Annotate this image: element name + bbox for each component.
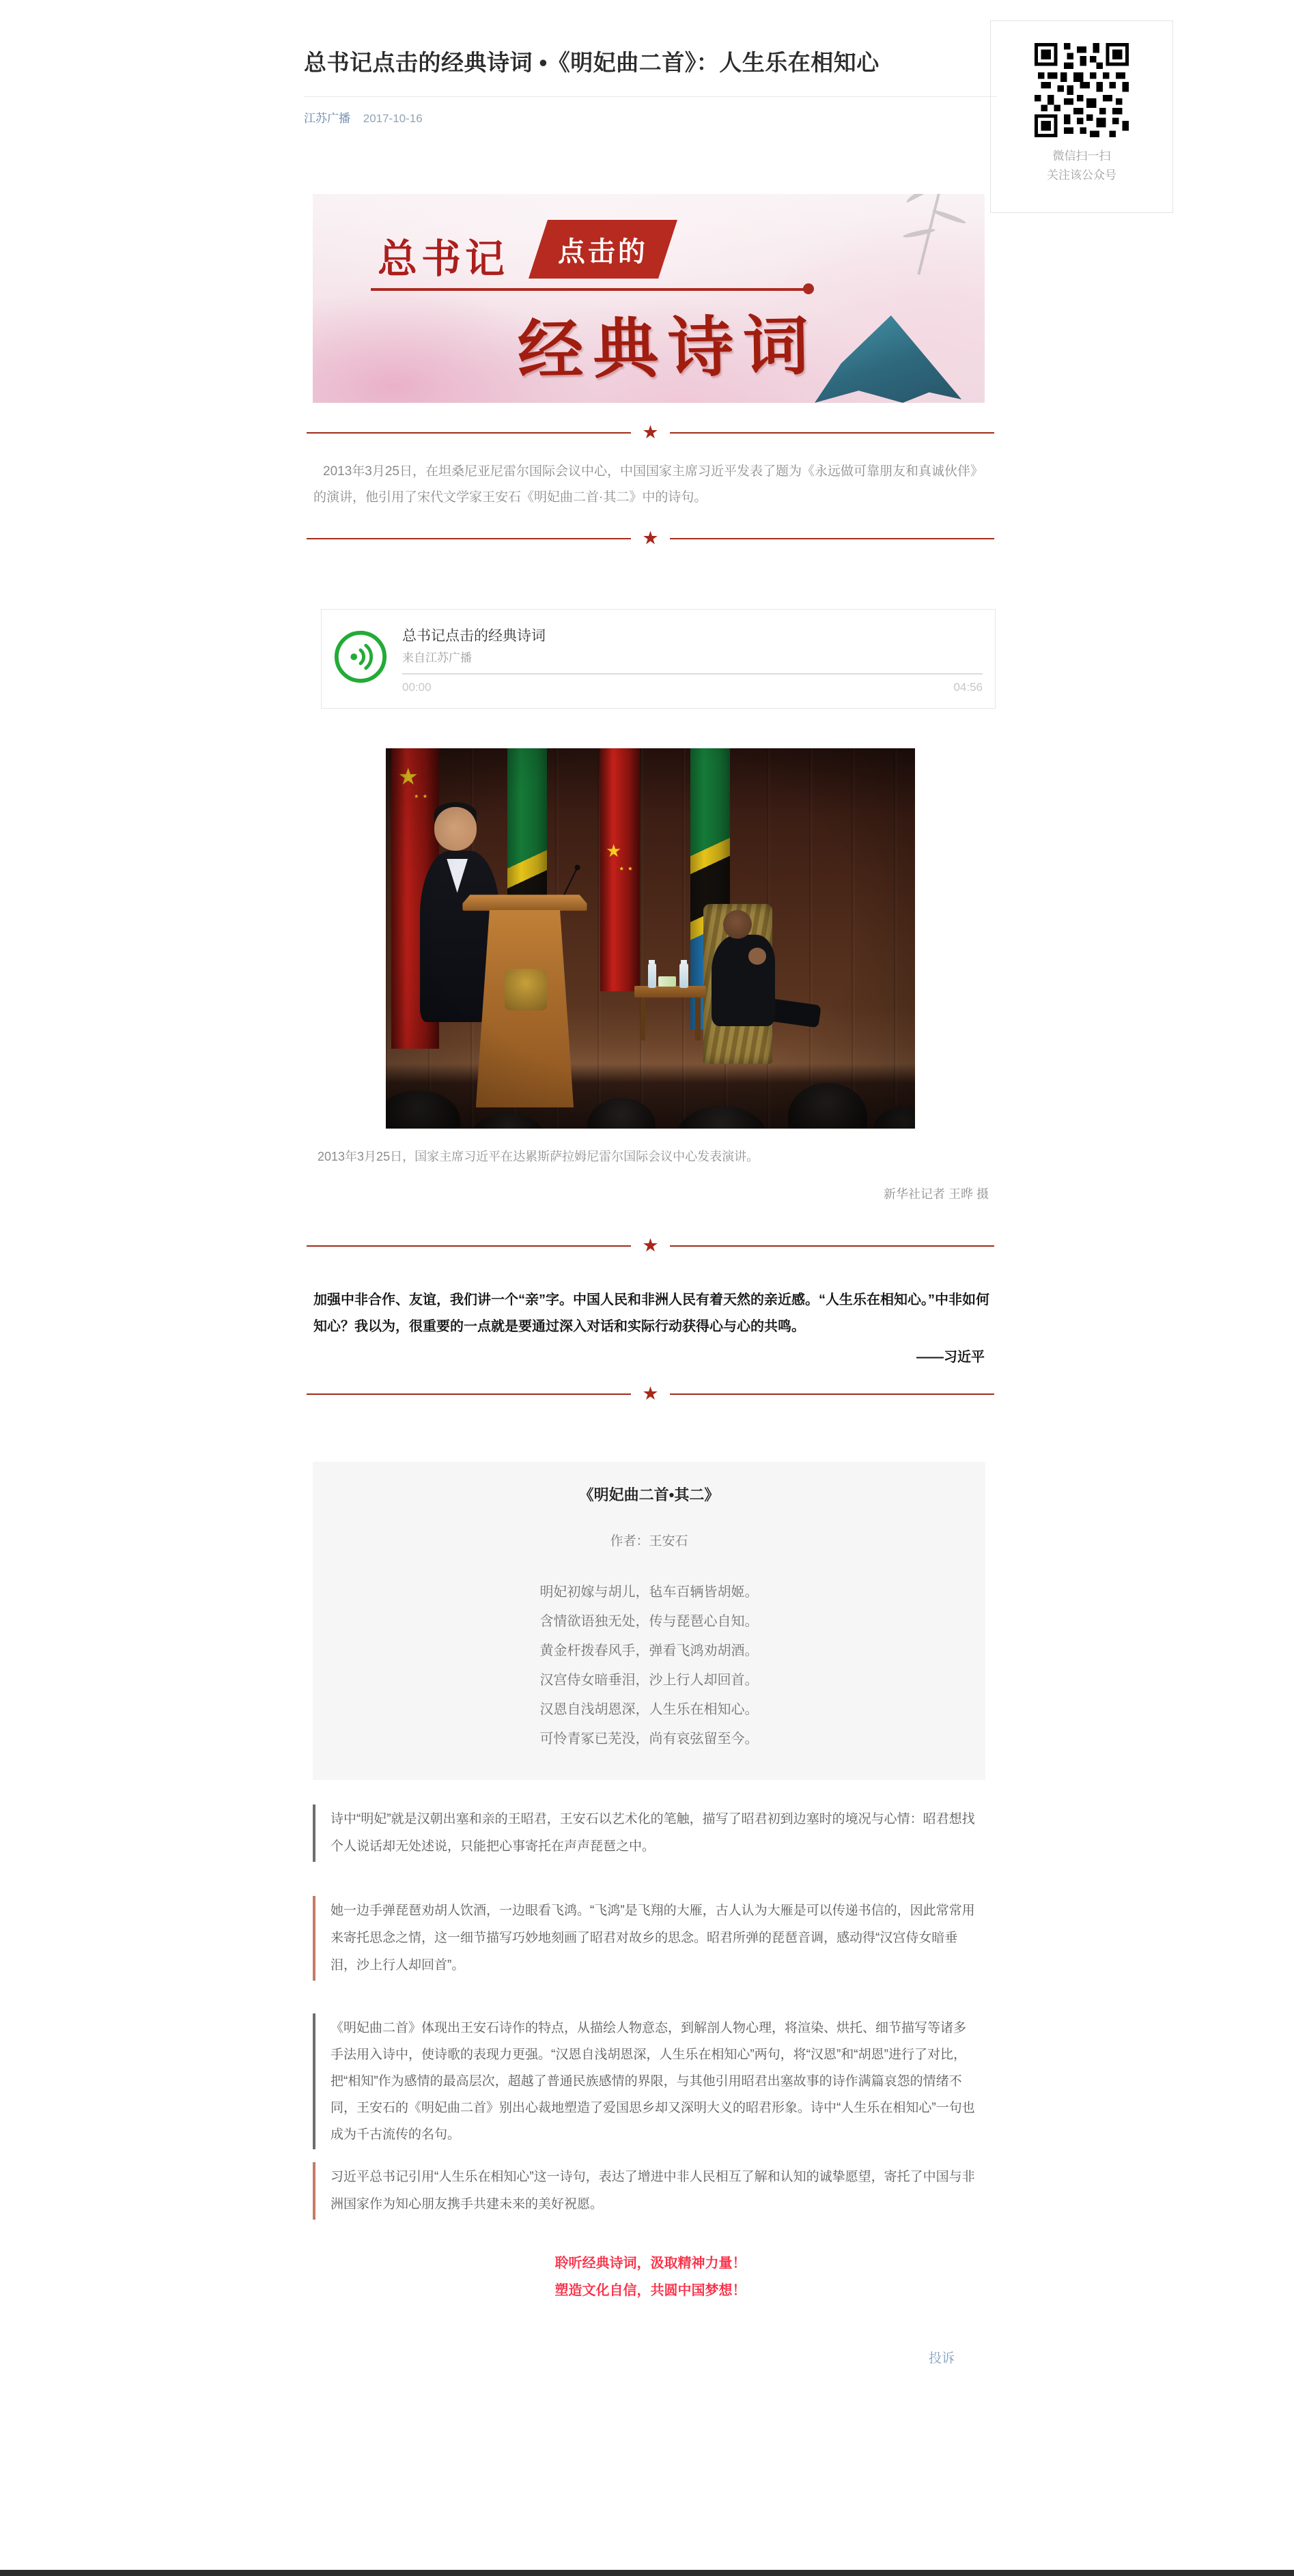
title-divider <box>304 96 997 97</box>
footer-bar <box>0 2570 1294 2576</box>
qr-code-icon <box>1035 43 1129 137</box>
audio-subtitle: 来自江苏广播 <box>402 651 472 664</box>
poem-line: 汉恩自浅胡恩深，人生乐在相知心。 <box>539 1702 759 1717</box>
quote-signature: ——习近平 <box>916 1350 985 1365</box>
intro-paragraph: 2013年3月25日，在坦桑尼亚尼雷尔国际会议中心，中国国家主席习近平发表了题为《永远做可靠朋友和真诚伙伴》的演讲，他引用了宋代文学家王安石《明妃曲二首·其二》中的诗句。 <box>313 464 983 505</box>
banner-image <box>313 194 985 403</box>
poem-line: 汉宫侍女暗垂泪，沙上行人却回首。 <box>539 1673 759 1688</box>
publish-date: 2017-10-16 <box>363 112 423 125</box>
audio-title: 总书记点击的经典诗词 <box>402 628 546 644</box>
qr-follow-card <box>990 20 1173 213</box>
quote-text: 加强中非合作、友谊，我们讲一个“亲”字。中国人民和非洲人民有着天然的亲近感。“人生乐在相知心。”中非如何知心？我以为，很重要的一点就是要通过深入对话和实际行动获得心与心的共鸣。 <box>313 1292 989 1334</box>
star-icon: ★ <box>642 528 659 548</box>
poem-line: 可怜青冢已芜没，尚有哀弦留至今。 <box>539 1731 759 1746</box>
star-icon: ★ <box>642 1235 659 1256</box>
commentary-paragraph: 她一边手弹琵琶劝胡人饮酒，一边眼看飞鸿。“飞鸿”是飞翔的大雁，古人认为大雁是可以传递书信的，因此常常用来寄托思念之情，这一细节描写巧妙地刻画了昭君对故乡的思念。昭君所弹的琵琶音调，感动得“汉宫侍女暗垂泪，沙上行人却回首”。 <box>313 1896 976 1981</box>
star-icon: ★ <box>642 1383 659 1404</box>
poem-line: 明妃初嫁与胡儿，毡车百辆皆胡姬。 <box>539 1585 759 1600</box>
poem-author: 作者：王安石 <box>610 1534 688 1548</box>
bamboo-decoration-icon <box>863 194 966 289</box>
star-divider <box>307 1385 994 1403</box>
closing-line: 塑造文化自信，共圆中国梦想！ <box>554 2283 746 2298</box>
closing-slogan <box>304 2250 997 2304</box>
banner-text-dianjide: 点击的 <box>558 236 648 267</box>
closing-line: 聆听经典诗词，汲取精神力量！ <box>554 2256 746 2271</box>
poem-line: 黄金杆拨春风手，弹看飞鸿劝胡酒。 <box>539 1643 759 1658</box>
qr-caption-line1: 微信扫一扫 <box>1052 150 1111 162</box>
star-divider <box>307 423 994 442</box>
qr-caption-line2: 关注该公众号 <box>1047 169 1116 182</box>
commentary-paragraph: 诗中“明妃”就是汉朝出塞和亲的王昭君，王安石以艺术化的笔触，描写了昭君初到边塞时的境况与心情：昭君想找个人说话却无处述说，只能把心事寄托在声声琵琶之中。 <box>313 1804 976 1862</box>
audio-player[interactable] <box>321 609 996 709</box>
poem-line: 含情欲语独无处，传与琵琶心自知。 <box>539 1614 759 1629</box>
speech-photo[interactable] <box>386 748 915 1129</box>
commentary-paragraph: 《明妃曲二首》体现出王安石诗作的特点，从描绘人物意态，到解剖人物心理，将渲染、烘托、细节描写等诸多手法用入诗中，使诗歌的表现力更强。“汉恩自浅胡恩深，人生乐在相知心”两句，将“汉恩”和“胡恩”进行了对比，把“相知”作为感情的最高层次，超越了普通民族感情的界限，与其他引用昭君出塞故事的诗作满篇哀怨的情绪不同，王安石的《明妃曲二首》别出心裁地塑造了爱国思乡却又深明大义的昭君形象。诗中“人生乐在相知心”一句也成为千古流传的名句。 <box>313 2013 976 2149</box>
audio-duration: 04:56 <box>953 681 983 694</box>
banner-badge <box>529 220 677 279</box>
photo-caption: 2013年3月25日，国家主席习近平在达累斯萨拉姆尼雷尔国际会议中心发表演讲。 <box>318 1150 759 1163</box>
audio-elapsed-time: 00:00 <box>402 681 432 694</box>
poem-card <box>313 1462 985 1780</box>
photo-credit: 新华社记者 王晔 摄 <box>883 1187 989 1201</box>
star-icon: ★ <box>642 422 659 442</box>
audio-play-icon[interactable] <box>333 629 389 685</box>
banner-rule <box>371 288 808 291</box>
commentary-paragraph: 习近平总书记引用“人生乐在相知心”这一诗句，表达了增进中非人民相互了解和认知的诚挚愿望，寄托了中国与非洲国家作为知心朋友携手共建未来的美好祝愿。 <box>313 2162 976 2220</box>
poem-title: 《明妃曲二首•其二》 <box>578 1486 720 1503</box>
mountain-decoration-icon <box>815 315 961 403</box>
article-meta <box>304 109 997 126</box>
star-divider <box>307 529 994 548</box>
audio-progress-bar[interactable] <box>402 673 983 675</box>
banner-text-zongshuji: 总书记 <box>378 237 509 281</box>
banner-text-jingdianshici: 经典诗词 <box>517 309 819 388</box>
star-divider <box>307 1236 994 1255</box>
poem-body <box>313 1578 985 1754</box>
page-title: 总书记点击的经典诗词 •《明妃曲二首》：人生乐在相知心 <box>304 50 880 75</box>
banner-rule-dot <box>803 283 814 294</box>
report-link[interactable]: 投诉 <box>928 2351 955 2366</box>
source-link[interactable]: 江苏广播 <box>304 112 350 125</box>
